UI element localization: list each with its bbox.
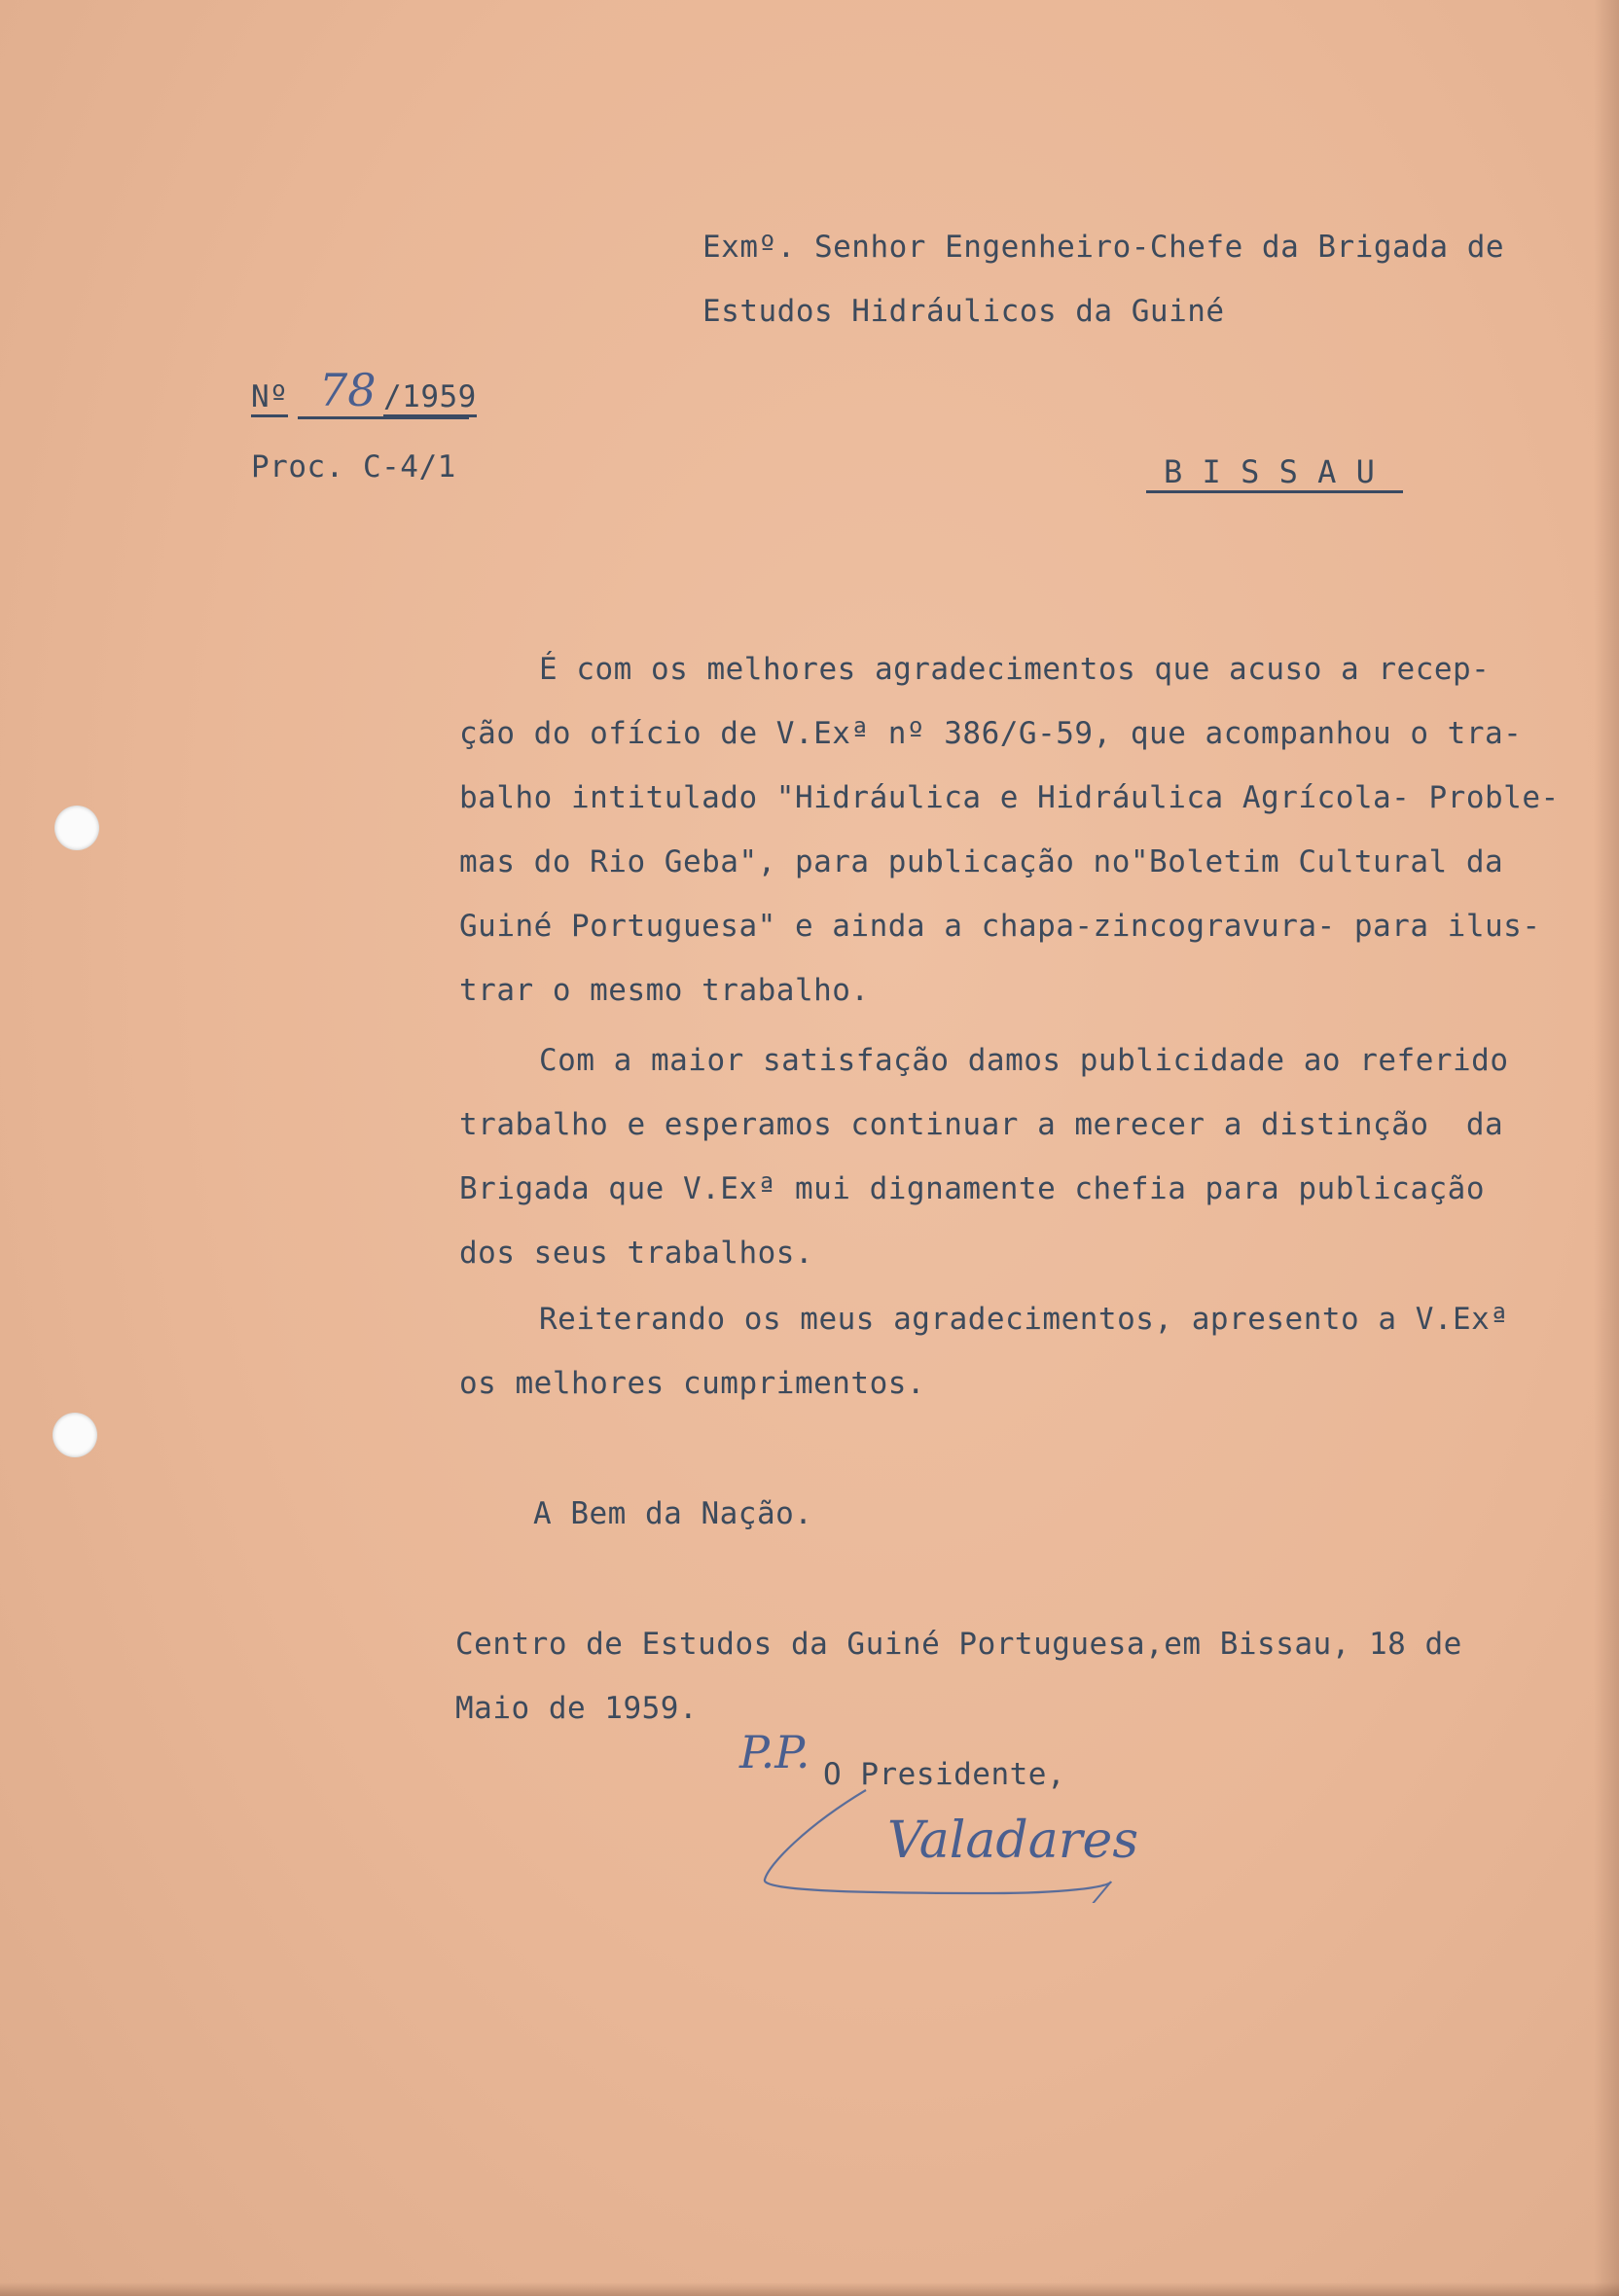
pp-handwritten: P.P.	[739, 1726, 810, 1778]
signatory-title: O Presidente,	[823, 1757, 1066, 1792]
place-heading: B I S S A U	[1164, 453, 1376, 490]
body-line-6: trar o mesmo trabalho.	[459, 973, 870, 1008]
body-line-9: Brigada que V.Exª mui dignamente chefia para publicação	[459, 1171, 1485, 1206]
body-line-5: Guiné Portuguesa" e ainda a chapa-zincogravura- para ilus-	[459, 909, 1541, 944]
place-date-line-1: Centro de Estudos da Guiné Portuguesa,em Bissau, 18 de	[455, 1627, 1462, 1662]
paper-edge-shadow	[1594, 0, 1619, 2296]
body-line-2: ção do ofício de V.Exª nº 386/G-59, que acompanhou o tra-	[459, 716, 1523, 751]
body-line-10: dos seus trabalhos.	[459, 1236, 814, 1271]
signature-handwritten: Valadares	[887, 1812, 1139, 1870]
addressee-line-2: Estudos Hidráulicos da Guiné	[702, 294, 1225, 329]
addressee-line-1: Exmº. Senhor Engenheiro-Chefe da Brigada de	[702, 230, 1505, 265]
place-underline	[1146, 490, 1403, 493]
reference-number-prefix: Nº	[251, 379, 288, 417]
place-date-line-2: Maio de 1959.	[455, 1691, 699, 1726]
signature-flourish	[749, 1786, 1138, 1903]
paper-bottom-shadow	[0, 2282, 1619, 2296]
body-line-3: balho intitulado "Hidráulica e Hidráulica Agrícola- Proble-	[459, 780, 1560, 815]
reference-number-handwritten: 78	[319, 364, 377, 416]
reference-underline	[298, 416, 469, 419]
punch-hole-bottom	[53, 1413, 97, 1457]
salutation: A Bem da Nação.	[533, 1496, 813, 1531]
body-line-1: É com os melhores agradecimentos que acuso a recep-	[539, 652, 1491, 687]
reference-number	[251, 364, 477, 418]
body-line-12: os melhores cumprimentos.	[459, 1366, 926, 1401]
body-line-11: Reiterando os meus agradecimentos, apresento a V.Exª	[539, 1302, 1509, 1337]
body-line-4: mas do Rio Geba", para publicação no"Boletim Cultural da	[459, 844, 1504, 879]
reference-number-year: /1959	[383, 379, 477, 417]
body-line-8: trabalho e esperamos continuar a merecer a distinção da	[459, 1107, 1504, 1142]
punch-hole-top	[54, 806, 99, 850]
body-line-7: Com a maior satisfação damos publicidade ao referido	[539, 1043, 1509, 1078]
process-number: Proc. C-4/1	[251, 449, 456, 484]
